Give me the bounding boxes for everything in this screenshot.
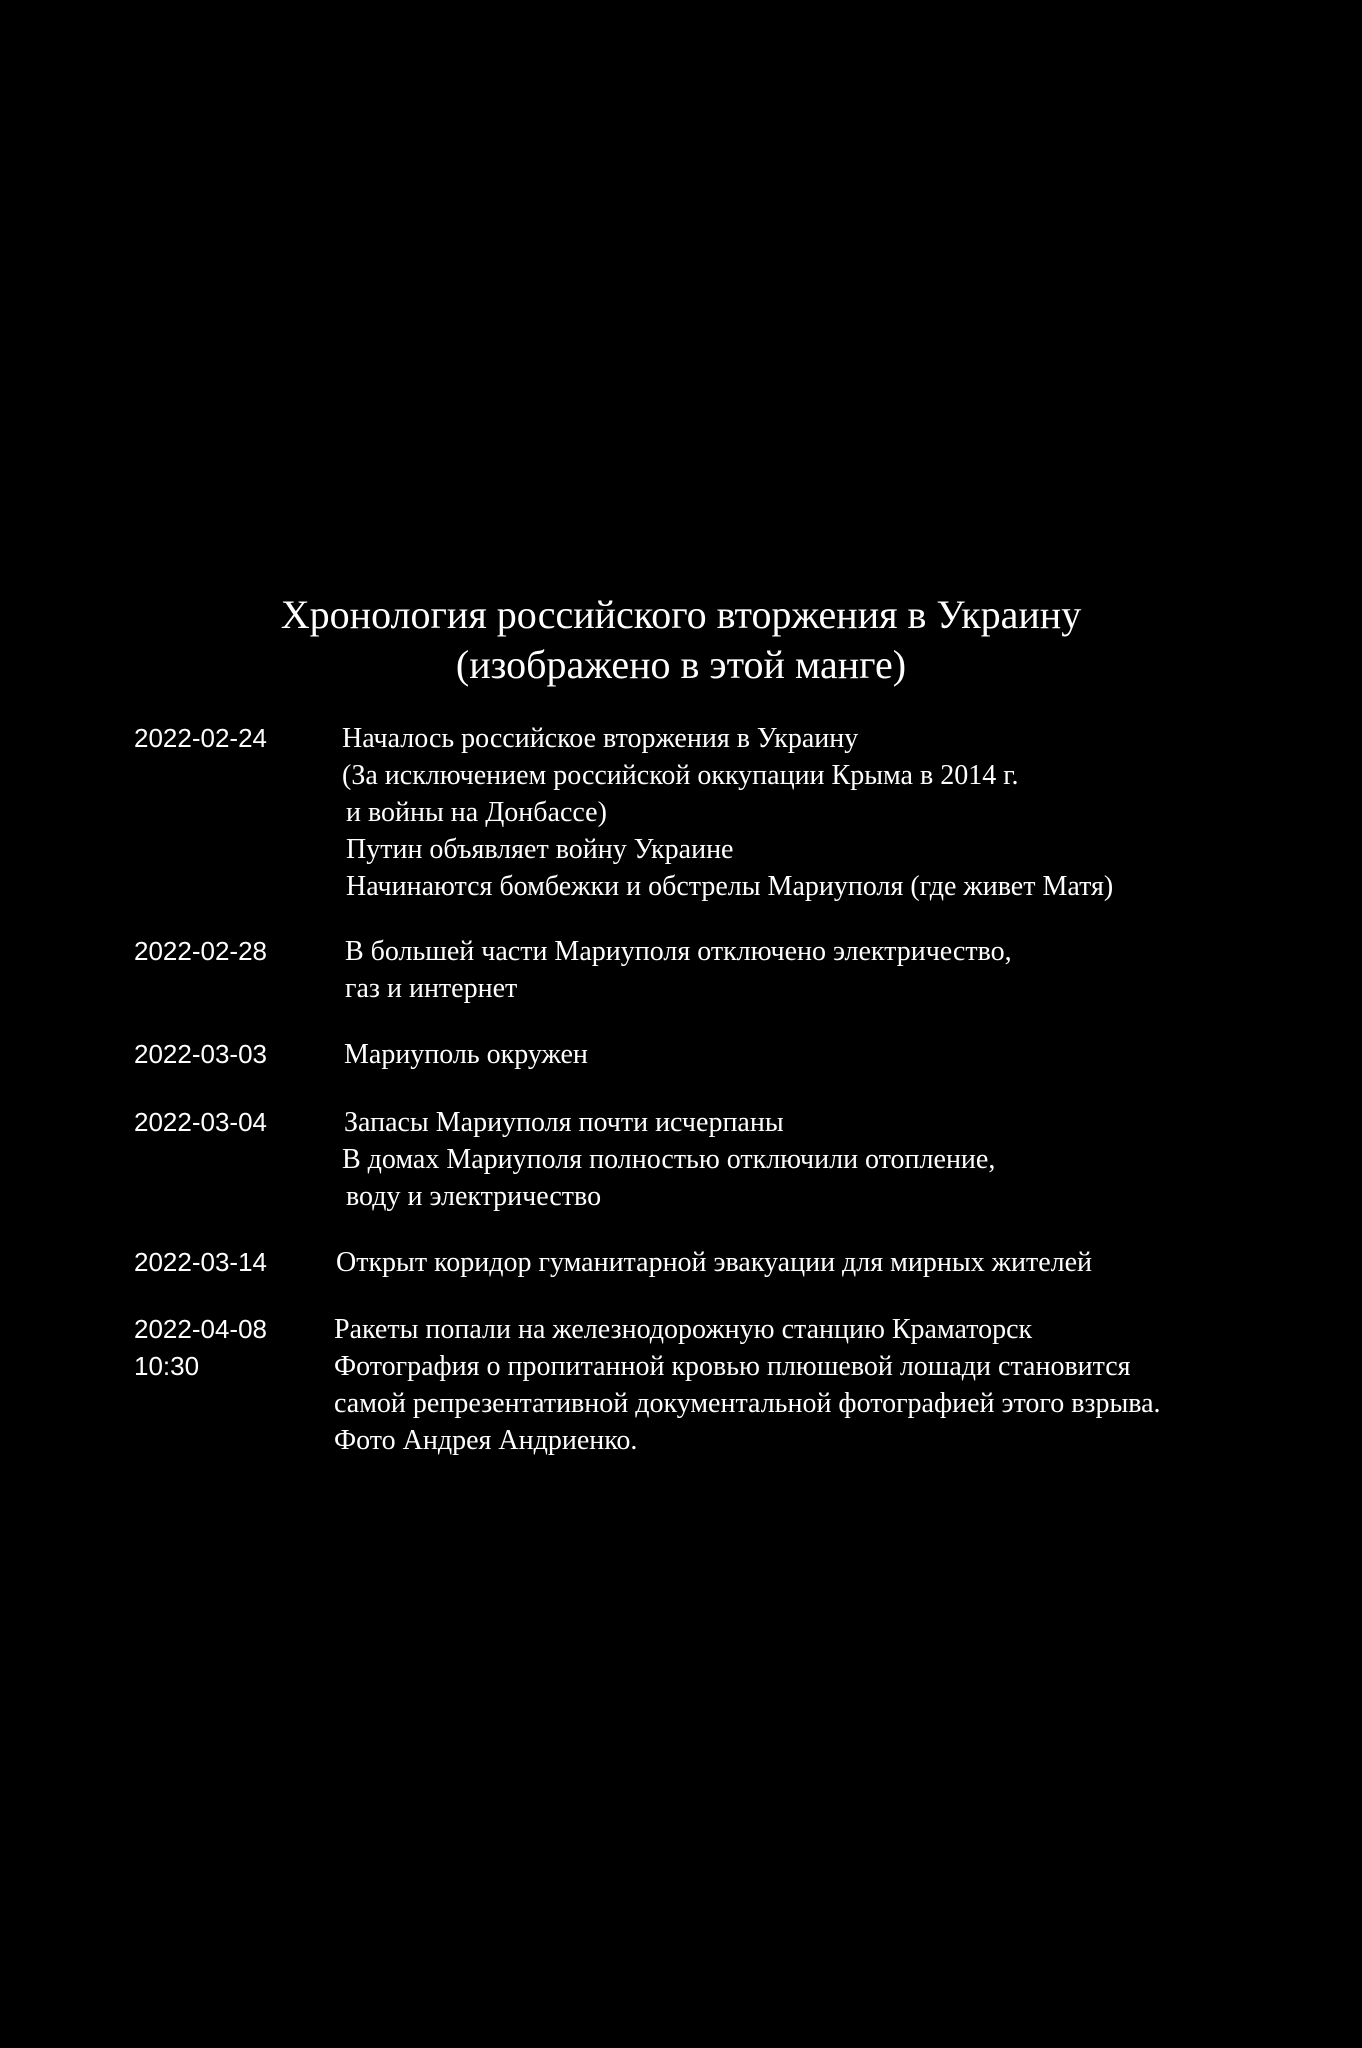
event-description bbox=[345, 933, 1012, 1007]
title-line-2: (изображено в этой манге) bbox=[455, 642, 907, 687]
event-line: Ракеты попали на железнодорожную станцию Краматорск bbox=[334, 1314, 1033, 1345]
event-line: Фото Андрея Андриенко. bbox=[334, 1425, 638, 1456]
event-description bbox=[336, 1244, 1092, 1281]
event-description bbox=[342, 720, 1113, 905]
event-line: Путин объявляет войну Украине bbox=[346, 834, 734, 865]
event-description bbox=[344, 1036, 588, 1073]
event-line: самой репрезентативной документальной фотографией этого взрыва. bbox=[334, 1388, 1161, 1419]
event-line: Мариуполь окружен bbox=[344, 1039, 588, 1070]
event-line: (За исключением российской оккупации Крыма в 2014 г. bbox=[342, 760, 1019, 791]
event-date: 2022-02-24 bbox=[134, 723, 267, 753]
title-line-1: Хронология российского вторжения в Украину bbox=[280, 592, 1082, 637]
event-line: Запасы Мариуполя почти исчерпаны bbox=[344, 1107, 784, 1138]
event-line: Начинаются бомбежки и обстрелы Мариуполя (где живет Матя) bbox=[346, 871, 1114, 902]
event-line: воду и электричество bbox=[346, 1181, 602, 1212]
event-date: 2022-02-28 bbox=[134, 936, 267, 966]
event-description bbox=[334, 1311, 1161, 1459]
event-date: 2022-03-04 bbox=[134, 1107, 267, 1137]
event-date: 2022-04-08 10:30 bbox=[134, 1311, 267, 1385]
event-time: 10:30 bbox=[134, 1351, 200, 1381]
page-title bbox=[0, 590, 1362, 690]
event-date: 2022-03-14 bbox=[134, 1247, 267, 1277]
event-line: газ и интернет bbox=[345, 973, 518, 1004]
event-description bbox=[344, 1104, 995, 1215]
event-line: В домах Мариуполя полностью отключили отопление, bbox=[342, 1144, 996, 1175]
event-date: 2022-03-03 bbox=[134, 1039, 267, 1069]
event-line: Фотография о пропитанной кровью плюшевой лошади становится bbox=[334, 1351, 1131, 1382]
event-line: Открыт коридор гуманитарной эвакуации для мирных жителей bbox=[336, 1247, 1093, 1278]
event-line: Началось российское вторжения в Украину bbox=[342, 723, 859, 754]
event-line: и войны на Донбассе) bbox=[346, 797, 607, 828]
event-line: В большей части Мариуполя отключено электричество, bbox=[345, 936, 1012, 967]
